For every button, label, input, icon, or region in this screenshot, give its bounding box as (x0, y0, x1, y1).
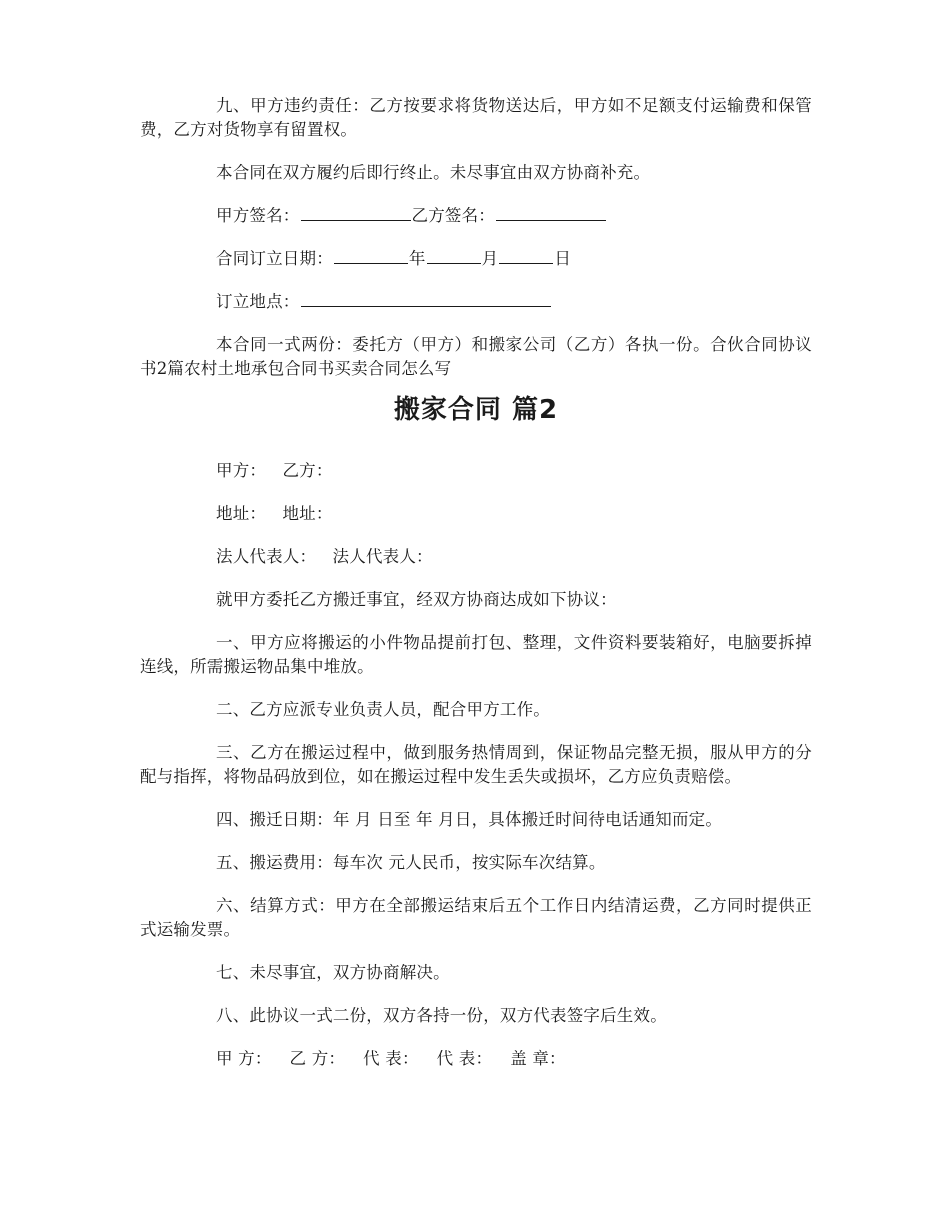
sign-a-label: 甲方签名： (216, 206, 300, 225)
year-label: 年 (408, 249, 426, 268)
footer-signature-line (140, 1047, 812, 1071)
month-label: 月 (481, 249, 499, 268)
clause-item: 四、搬迁日期：年 月 日至 年 月日，具体搬迁时间待电话通知而定。 (216, 810, 723, 829)
clause-9-breach: 九、甲方违约责任：乙方按要求将货物送达后，甲方如不足额支付运输费和保管费，乙方对货物享有留置权。 (140, 96, 812, 139)
signature-line (140, 204, 812, 228)
day-label: 日 (554, 249, 572, 268)
clause-item: 六、结算方式：甲方在全部搬运结束后五个工作日内结清运费，乙方同时提供正式运输发票。 (140, 896, 812, 939)
clause-item: 三、乙方在搬运过程中，做到服务热情周到，保证物品完整无损，服从甲方的分配与指挥，将物品码放到位，如在搬运过程中发生丢失或损坏，乙方应负责赔偿。 (140, 743, 812, 786)
sign-b-blank (496, 204, 606, 221)
termination-clause: 本合同在双方履约后即行终止。未尽事宜由双方协商补充。 (216, 163, 651, 182)
copies-clause: 本合同一式两份：委托方（甲方）和搬家公司（乙方）各执一份。合伙合同协议书2篇农村土地承包合同书买卖合同怎么写 (140, 335, 812, 378)
agreement-intro: 就甲方委托乙方搬迁事宜，经双方协商达成如下协议： (216, 590, 617, 609)
place-line (140, 290, 812, 314)
year-blank (334, 247, 408, 264)
day-blank (499, 247, 553, 264)
sign-a-blank (301, 204, 411, 221)
party-b-label: 乙方： (282, 461, 333, 480)
clause-item: 五、搬运费用：每车次 元人民币，按实际车次结算。 (216, 853, 606, 872)
month-blank (427, 247, 481, 264)
address-b-label: 地址： (282, 504, 333, 523)
footer-party-b: 乙 方： (289, 1049, 346, 1068)
parties-line (140, 459, 812, 483)
rep-a-label: 法人代表人： (216, 547, 317, 566)
address-line (140, 502, 812, 526)
date-label: 合同订立日期： (216, 249, 333, 268)
address-a-label: 地址： (216, 504, 267, 523)
representative-line (140, 545, 812, 569)
clause-item: 一、甲方应将搬运的小件物品提前打包、整理，文件资料要装箱好，电脑要拆掉连线，所需搬运物品集中堆放。 (140, 633, 812, 676)
party-a-label: 甲方： (216, 461, 267, 480)
footer-seal: 盖 章： (510, 1049, 566, 1068)
clause-item: 七、未尽事宜，双方协商解决。 (216, 963, 450, 982)
footer-rep-b: 代 表： (436, 1049, 493, 1068)
date-line (140, 247, 812, 271)
footer-rep-a: 代 表： (363, 1049, 419, 1068)
section-title: 搬家合同 篇2 (393, 395, 559, 425)
clause-item: 八、此协议一式二份，双方各持一份，双方代表签字后生效。 (216, 1006, 667, 1025)
place-label: 订立地点： (216, 292, 300, 311)
rep-b-label: 法人代表人： (332, 547, 433, 566)
sign-b-label: 乙方签名： (411, 206, 495, 225)
clause-item: 二、乙方应派专业负责人员，配合甲方工作。 (216, 700, 550, 719)
document-page (140, 94, 812, 1090)
place-blank (301, 290, 551, 307)
footer-party-a: 甲 方： (216, 1049, 272, 1068)
